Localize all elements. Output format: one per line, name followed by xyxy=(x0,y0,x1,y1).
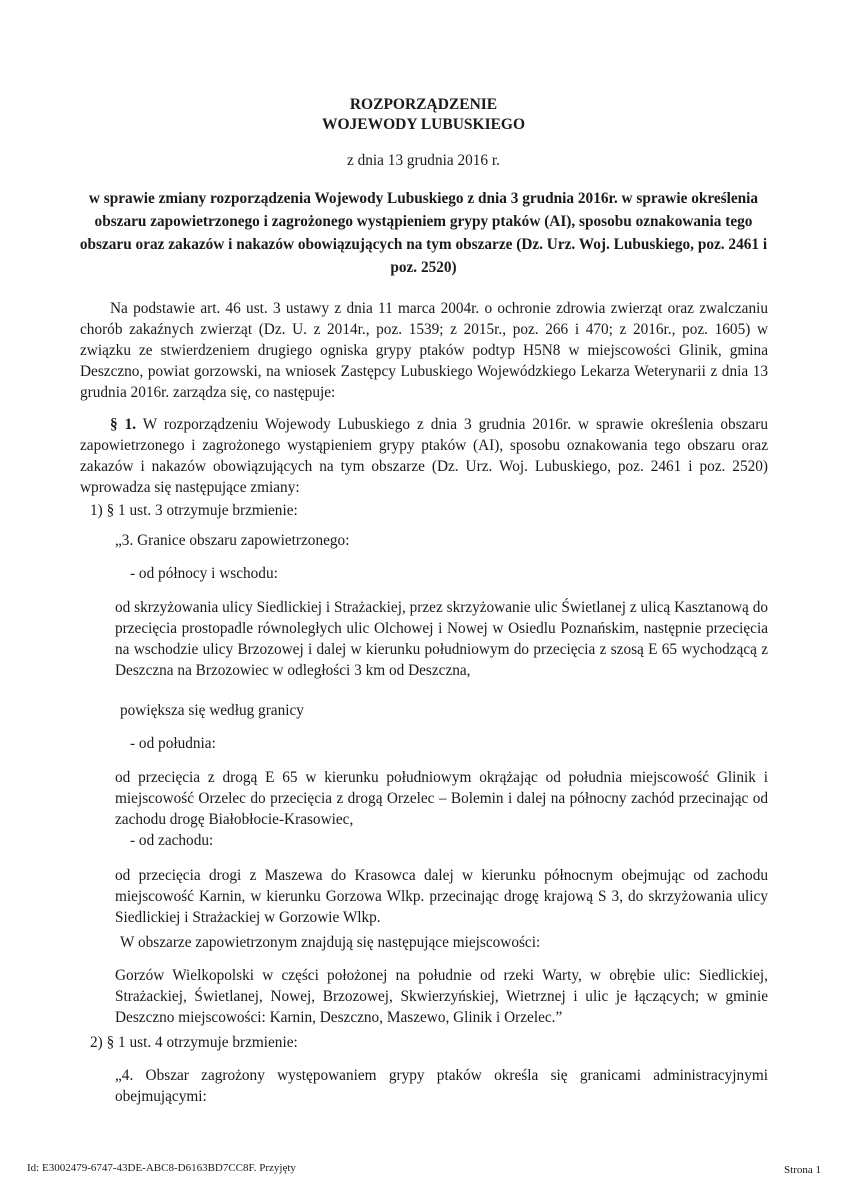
preamble-paragraph: Na podstawie art. 46 ust. 3 ustawy z dnia 11 marca 2004r. o ochronie zdrowia zwierząt oraz zwalczaniu chorób zakaźnych zwierząt (Dz. U. z 2014r., poz. 1539; z 2015r., poz. 266 i 470; z 2016r., poz. 1605) w związku ze stwierdzeniem drugiego ogniska grypy ptaków podtyp H5N8 w miejscowości Glinik, gmina Deszczno, powiat gorzowski, na wniosek Zastępcy Lubuskiego Wojewódzkiego Lekarza Weterynarii z dnia 13 grudnia 2016r. zarządza się, co następuje: xyxy=(80,300,768,401)
infected-area-heading: „3. Granice obszaru zapowietrzonego: xyxy=(115,532,350,549)
document-subject: w sprawie zmiany rozporządzenia Wojewody Lubuskiego z dnia 3 grudnia 2016r. w sprawie określenia obszaru zapowietrzonego i zagrożonego wystąpieniem grypy ptaków (AI), sposobu oznakowania tego obszaru oraz zakazów i nakazów obowiązujących na tym obszarze (Dz. Urz. Woj. Lubuskiego, poz. 2461 i poz. 2520) xyxy=(79,190,768,276)
threatened-area-paragraph: „4. Obszar zagrożony występowaniem grypy ptaków określa się granicami administracyjnymi obejmującymi: xyxy=(115,1067,768,1105)
west-boundary: od przecięcia drogi z Maszewa do Krasowca dalej w kierunku północnym obejmując od zachodu miejscowość Karnin, w kierunku Gorzowa Wlkp. przecinając drogę krajową S 3, do skrzyżowania ulicy Siedlickiej i Strażackiej w Gorzowie Wlkp. xyxy=(115,867,768,926)
document-title-line1: ROZPORZĄDZENIE xyxy=(349,96,498,113)
south-boundary: od przecięcia z drogą E 65 w kierunku południowym okrążając od południa miejscowość Glinik i miejscowość Orzelec do przecięcia z drogą Orzelec – Bolemin i dalej na północny zachód przecinając od zachodu drogę Białobłocie-Krasowiec, xyxy=(115,769,768,828)
south-label: - od południa: xyxy=(130,735,216,752)
amendment-item-1: 1) § 1 ust. 3 otrzymuje brzmienie: xyxy=(90,502,298,519)
document-title-line2: WOJEWODY LUBUSKIEGO xyxy=(321,116,526,133)
amendment-item-2: 2) § 1 ust. 4 otrzymuje brzmienie: xyxy=(90,1034,298,1051)
section-1-text: W rozporządzeniu Wojewody Lubuskiego z dnia 3 grudnia 2016r. w sprawie określenia obszaru zapowietrzonego i zagrożonego wystąpieniem grypy ptaków (AI), sposobu oznakowania tego obszaru oraz zakazów i nakazów obowiązujących na tym obszarze (Dz. Urz. Woj. Lubuskiego, poz. 2461 i poz. 2520) wprowadza się następujące zmiany: xyxy=(80,416,768,496)
section-1-paragraph xyxy=(80,414,768,498)
localities-intro: W obszarze zapowietrzonym znajdują się następujące miejscowości: xyxy=(120,934,541,951)
document-date: z dnia 13 grudnia 2016 r. xyxy=(347,152,500,169)
document-id-footer: Id: E3002479-6747-43DE-ABC8-D6163BD7CC8F. Przyjęty xyxy=(27,1162,296,1174)
page-number: Strona 1 xyxy=(784,1164,821,1176)
localities-list: Gorzów Wielkopolski w części położonej na południe od rzeki Warty, w obrębie ulic: Siedlickiej, Strażackiej, Świetlanej, Nowej, Brzozowej, Skwierzyńskiej, Wietrznej i ulic je łączących; w gminie Deszczno miejscowości: Karnin, Deszczno, Maszewo, Glinik i Orzelec.” xyxy=(115,967,768,1026)
north-east-label: - od północy i wschodu: xyxy=(130,565,278,582)
north-east-boundary: od skrzyżowania ulicy Siedlickiej i Strażackiej, przez skrzyżowanie ulic Świetlanej z ulicą Kasztanową do przecięcia prostopadle równoległych ulic Olchowej i Nowej w Osiedlu Poznańskim, następnie przecięcia na wschodzie ulicy Brzozowej i dalej w kierunku południowym do przecięcia z szosą E 65 wychodzącą z Deszczna na Brzozowiec w odległości 3 km od Deszczna, xyxy=(115,599,768,679)
west-label: - od zachodu: xyxy=(130,832,214,849)
enlarged-boundary-text: powiększa się według granicy xyxy=(120,702,304,719)
section-1-mark: § 1. xyxy=(110,416,137,433)
